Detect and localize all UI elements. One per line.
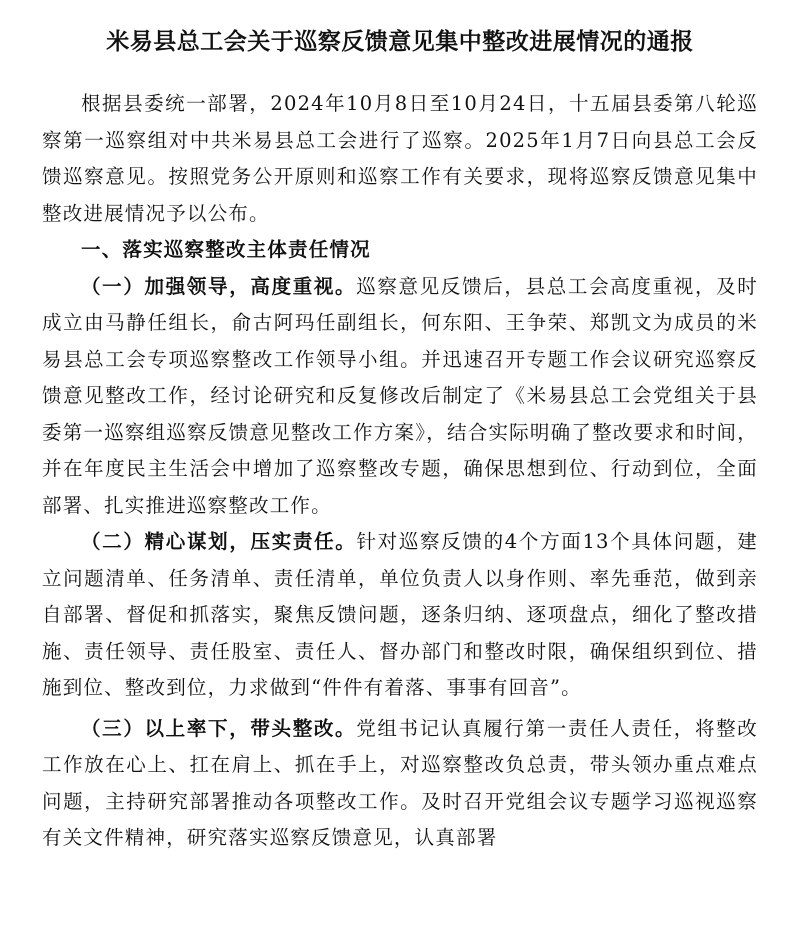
paragraph-lead: （三）以上率下，带头整改。 bbox=[81, 716, 357, 740]
paragraph-text: 巡察意见反馈后，县总工会高度重视，及时成立由马静任组长，俞古阿玛任副组长，何东阳、王争荣、郑凯文为成员的米易县总工会专项巡察整改工作领导小组。并迅速召开专题工作会议研究巡察反馈意见整改工作，经讨论研究和反复修改后制定了《米易县总工会党组关于县委第一巡察组巡察反馈意见整改工作方案》，结合实际明确了整改要求和时间，并在年度民主生活会中增加了巡察整改专题，确保思想到位、行动到位，全面部署、扎实推进巡察整改工作。 bbox=[42, 274, 758, 517]
paragraph-item-1 bbox=[42, 269, 758, 525]
paragraph-text: 针对巡察反馈的4个方面13个具体问题，建立问题清单、任务清单、责任清单，单位负责人以身作则、率先垂范，做到亲自部署、督促和抓落实，聚焦反馈问题，逐条归纳、逐项盘点，细化了整改措施、责任领导、责任股室、责任人、督办部门和整改时限，确保组织到位、措施到位、整改到位，力求做到“件件有着落、事事有回音”。 bbox=[42, 530, 758, 699]
paragraph-lead: （一）加强领导，高度重视。 bbox=[81, 274, 357, 298]
paragraph-lead: （二）精心谋划，压实责任。 bbox=[81, 530, 357, 553]
paragraph-item-2 bbox=[42, 524, 758, 707]
intro-paragraph: 根据县委统一部署，2024年10月8日至10月24日，十五届县委第八轮巡察第一巡察组对中共米易县总工会进行了巡察。2025年1月7日向县总工会反馈巡察意见。按照党务公开原则和巡察工作有关要求，现将巡察反馈意见集中整改进展情况予以公布。 bbox=[42, 92, 758, 225]
document-body bbox=[42, 86, 758, 857]
paragraph-item-3 bbox=[42, 711, 758, 857]
paragraph-text: 党组书记认真履行第一责任人责任，将整改工作放在心上、扛在肩上、抓在手上，对巡察整改负总责，带头领办重点难点问题，主持研究部署推动各项整改工作。及时召开党组会议专题学习巡视巡察有关文件精神，研究落实巡察反馈意见，认真部署 bbox=[42, 716, 758, 849]
section-heading: 一、落实巡察整改主体责任情况 bbox=[81, 238, 371, 261]
document-title: 米易县总工会关于巡察反馈意见集中整改进展情况的通报 bbox=[106, 29, 694, 55]
